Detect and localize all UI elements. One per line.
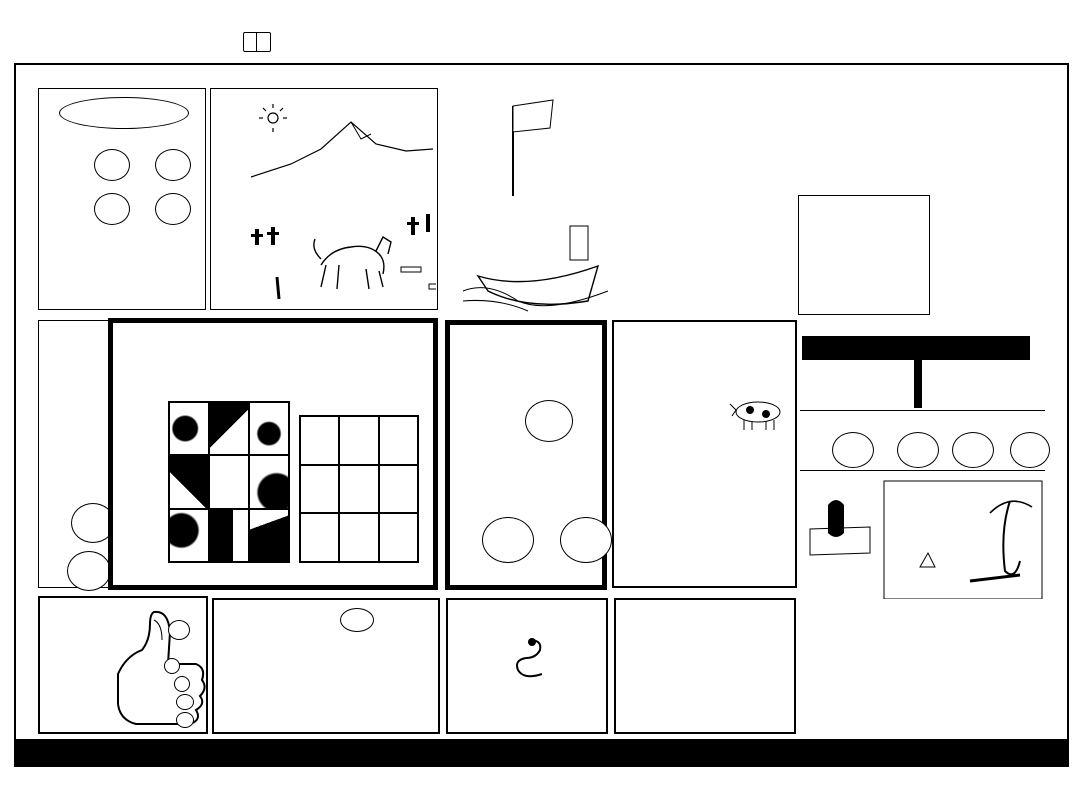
open-tab-2: [922, 336, 1030, 360]
jiushi-box: [614, 598, 796, 734]
banner-notes: [798, 195, 930, 315]
recommend-number-1: [168, 620, 190, 640]
open-number-1: [832, 432, 874, 468]
dan-number: [525, 400, 573, 442]
predict-number-1: [94, 149, 130, 181]
open-number-2: [897, 432, 939, 468]
snake-icon: [508, 634, 558, 682]
open-row-line: [800, 410, 1045, 411]
tuo-number-1: [482, 517, 534, 563]
puzzle-grid-right: [299, 415, 419, 563]
predict-number-2: [155, 149, 191, 181]
tuo-number-2: [560, 517, 612, 563]
jiehua-frame: [800, 470, 1045, 601]
footer-bar: [14, 741, 1069, 767]
recommend-number-2: [164, 658, 180, 674]
open-tab-1: [802, 336, 914, 360]
cactus-icon: [251, 214, 430, 245]
open-number-3: [952, 432, 994, 468]
cold-number-2: [67, 551, 111, 591]
right-border-strip: [1050, 84, 1064, 734]
lucky-info-box: [612, 320, 797, 588]
recommend-number-5: [176, 712, 194, 728]
puzzle-grid-left: [168, 401, 290, 563]
book-icon: [243, 32, 271, 52]
zodiac-puzzle-box: [108, 318, 438, 590]
jiehua-picture: [800, 471, 1045, 599]
predict-number-3: [94, 193, 130, 225]
article-text: [808, 612, 1044, 734]
top-border-strip: [22, 68, 1062, 82]
boat-picture: [458, 86, 618, 318]
thumbs-up-icon: [96, 604, 208, 732]
recommend-number-4: [176, 694, 194, 710]
ox-icon: [726, 396, 788, 432]
dan-tuo-box: [445, 320, 607, 590]
recommend-number-3: [174, 676, 190, 692]
predict-number-4: [155, 193, 191, 225]
today-special-number: [340, 608, 374, 632]
today-special-box: [212, 598, 440, 734]
open-number-4: [1010, 432, 1050, 468]
left-border-strip: [17, 84, 31, 734]
lucky-zodiac-box: [446, 598, 608, 734]
landscape-picture-box: [210, 88, 438, 310]
banner-title-part-1: [628, 98, 1038, 168]
landscape-picture: [211, 89, 436, 308]
cold-number-box: [38, 320, 110, 588]
dog-icon: [314, 237, 391, 289]
predict-box: [38, 88, 206, 310]
recommend-box: [38, 596, 208, 734]
predict-label-oval: [59, 97, 189, 129]
sun-icon: [259, 104, 287, 132]
open-divider: [914, 336, 922, 408]
